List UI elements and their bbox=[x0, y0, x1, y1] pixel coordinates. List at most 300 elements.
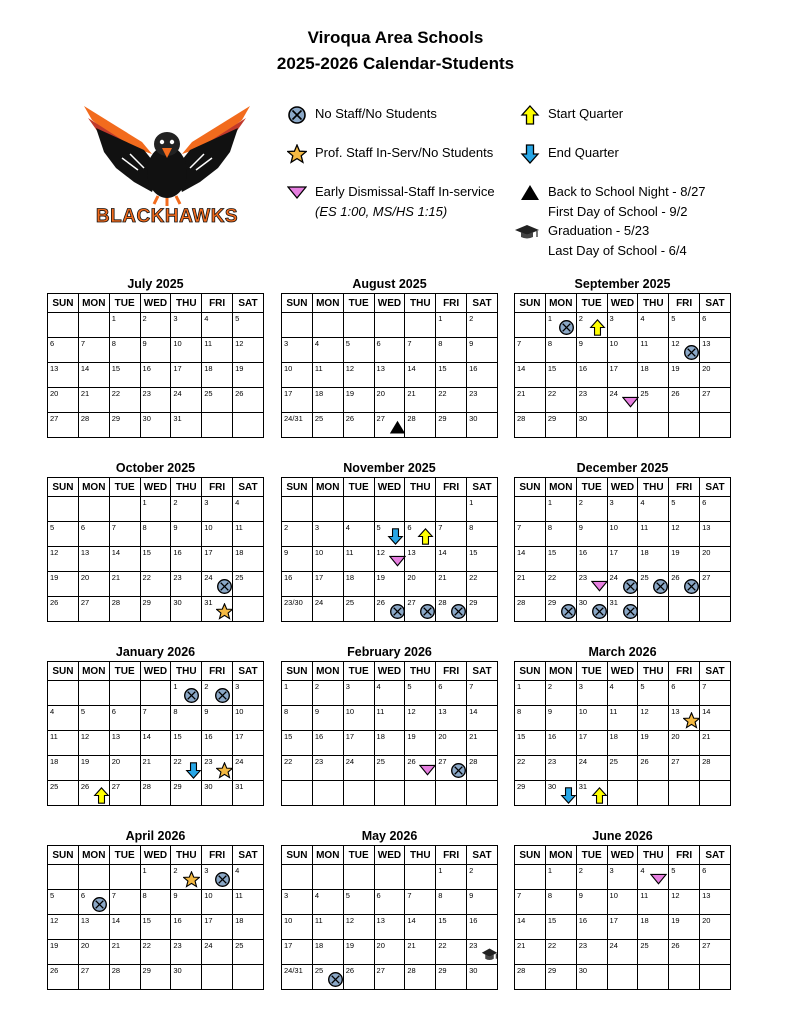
day-number: 23 bbox=[173, 573, 182, 582]
day-number: 9 bbox=[547, 707, 553, 716]
day-number: 30 bbox=[204, 782, 213, 791]
day-number: 13 bbox=[407, 548, 416, 557]
weekday-header: THU bbox=[638, 846, 669, 865]
day-number: 26 bbox=[671, 941, 680, 950]
day-number: 17 bbox=[284, 941, 293, 950]
day-cell bbox=[282, 940, 313, 965]
empty-day-cell bbox=[669, 597, 700, 622]
day-cell bbox=[545, 706, 576, 731]
day-cell bbox=[202, 522, 233, 547]
day-number: 12 bbox=[345, 916, 355, 925]
weekday-header: MON bbox=[312, 478, 343, 497]
day-number: 8 bbox=[469, 523, 474, 532]
weekday-header: TUE bbox=[109, 846, 140, 865]
day-cell bbox=[467, 915, 498, 940]
day-number: 27 bbox=[376, 966, 385, 975]
day-cell bbox=[48, 572, 79, 597]
day-cell bbox=[343, 363, 374, 388]
day-cell bbox=[700, 363, 731, 388]
triangle-down-icon bbox=[419, 762, 436, 779]
day-cell bbox=[374, 597, 405, 622]
day-cell bbox=[638, 915, 669, 940]
empty-day-cell bbox=[405, 313, 436, 338]
day-cell bbox=[171, 338, 202, 363]
day-cell bbox=[467, 363, 498, 388]
day-number: 2 bbox=[578, 866, 583, 875]
day-number: 10 bbox=[578, 707, 588, 716]
day-cell bbox=[545, 522, 576, 547]
day-cell bbox=[467, 388, 498, 413]
empty-day-cell bbox=[374, 497, 405, 522]
day-number: 5 bbox=[407, 682, 412, 691]
day-cell bbox=[436, 940, 467, 965]
day-cell bbox=[405, 681, 436, 706]
empty-day-cell bbox=[405, 497, 436, 522]
day-number: 7 bbox=[142, 707, 147, 716]
empty-day-cell bbox=[467, 781, 498, 806]
day-cell bbox=[78, 338, 109, 363]
weekday-header: FRI bbox=[436, 294, 467, 313]
day-number: 2 bbox=[469, 314, 474, 323]
day-number: 5 bbox=[345, 339, 350, 348]
day-number: 28 bbox=[517, 414, 526, 423]
day-number: 1 bbox=[517, 682, 522, 691]
day-cell bbox=[202, 865, 233, 890]
day-cell bbox=[140, 522, 171, 547]
day-number: 11 bbox=[314, 364, 323, 373]
day-number: 14 bbox=[517, 364, 526, 373]
day-number: 20 bbox=[407, 573, 416, 582]
day-cell bbox=[343, 915, 374, 940]
day-number: 19 bbox=[407, 732, 416, 741]
day-cell bbox=[436, 915, 467, 940]
day-cell bbox=[669, 388, 700, 413]
day-number: 9 bbox=[142, 339, 147, 348]
day-cell bbox=[171, 781, 202, 806]
day-cell bbox=[669, 756, 700, 781]
day-number: 4 bbox=[640, 314, 645, 323]
day-number: 17 bbox=[314, 573, 324, 582]
weekday-header: TUE bbox=[109, 662, 140, 681]
day-cell bbox=[48, 756, 79, 781]
day-cell bbox=[78, 572, 109, 597]
day-cell bbox=[515, 413, 546, 438]
day-cell bbox=[109, 965, 140, 990]
day-cell bbox=[282, 965, 313, 990]
day-number: 19 bbox=[345, 389, 355, 398]
weekday-header: MON bbox=[78, 478, 109, 497]
day-cell bbox=[233, 497, 264, 522]
month-title: August 2025 bbox=[352, 277, 427, 291]
weekday-header: SUN bbox=[282, 478, 313, 497]
day-cell bbox=[669, 313, 700, 338]
month-title: December 2025 bbox=[576, 461, 669, 475]
day-cell bbox=[405, 363, 436, 388]
day-cell bbox=[436, 313, 467, 338]
weekday-header: MON bbox=[78, 846, 109, 865]
day-cell bbox=[171, 865, 202, 890]
day-number: 12 bbox=[640, 707, 649, 716]
day-cell bbox=[405, 731, 436, 756]
day-cell bbox=[109, 413, 140, 438]
day-number: 3 bbox=[284, 339, 289, 348]
day-number: 17 bbox=[345, 732, 355, 741]
weekday-header: TUE bbox=[109, 294, 140, 313]
triangle-down-icon bbox=[389, 553, 406, 570]
day-cell bbox=[405, 915, 436, 940]
weekday-header: THU bbox=[171, 662, 202, 681]
day-cell bbox=[171, 413, 202, 438]
month-grid bbox=[514, 477, 731, 622]
day-cell bbox=[140, 313, 171, 338]
empty-day-cell bbox=[282, 313, 313, 338]
day-number: 23 bbox=[314, 757, 324, 766]
day-number: 16 bbox=[173, 548, 182, 557]
day-cell bbox=[405, 522, 436, 547]
day-cell bbox=[233, 756, 264, 781]
weekday-header: SAT bbox=[233, 294, 264, 313]
day-cell bbox=[576, 940, 607, 965]
day-number: 23 bbox=[142, 389, 151, 398]
day-number: 19 bbox=[671, 364, 680, 373]
day-cell bbox=[171, 522, 202, 547]
day-number: 20 bbox=[438, 732, 447, 741]
day-cell bbox=[405, 965, 436, 990]
day-number: 26 bbox=[80, 782, 90, 791]
empty-day-cell bbox=[669, 965, 700, 990]
weekday-header: THU bbox=[171, 478, 202, 497]
day-number: 8 bbox=[438, 891, 443, 900]
day-number: 6 bbox=[376, 891, 381, 900]
day-number: 2 bbox=[578, 314, 583, 323]
day-number: 5 bbox=[671, 866, 676, 875]
day-cell bbox=[515, 522, 546, 547]
hawk-logo bbox=[82, 98, 252, 226]
day-cell bbox=[282, 597, 313, 622]
day-cell bbox=[638, 940, 669, 965]
day-number: 12 bbox=[407, 707, 416, 716]
day-number: 25 bbox=[345, 598, 355, 607]
day-cell bbox=[467, 313, 498, 338]
day-cell bbox=[109, 756, 140, 781]
day-cell bbox=[312, 363, 343, 388]
day-number: 29 bbox=[142, 966, 151, 975]
day-cell bbox=[467, 890, 498, 915]
day-cell bbox=[638, 706, 669, 731]
day-cell bbox=[48, 731, 79, 756]
day-number: 18 bbox=[640, 916, 649, 925]
day-number: 20 bbox=[111, 757, 121, 766]
day-number: 8 bbox=[173, 707, 178, 716]
day-cell bbox=[140, 363, 171, 388]
day-cell bbox=[467, 547, 498, 572]
weekday-header: SUN bbox=[48, 294, 79, 313]
weekday-header: MON bbox=[78, 294, 109, 313]
day-cell bbox=[545, 890, 576, 915]
day-cell bbox=[669, 547, 700, 572]
day-cell bbox=[48, 413, 79, 438]
empty-day-cell bbox=[638, 781, 669, 806]
school-name: Viroqua Area Schools bbox=[307, 28, 484, 47]
month-title: March 2026 bbox=[588, 645, 657, 659]
day-cell bbox=[312, 706, 343, 731]
weekday-header: WED bbox=[140, 846, 171, 865]
day-cell bbox=[78, 756, 109, 781]
day-cell bbox=[343, 940, 374, 965]
weekday-header: SAT bbox=[700, 846, 731, 865]
day-cell bbox=[545, 756, 576, 781]
day-number: 25 bbox=[235, 941, 244, 950]
day-cell bbox=[48, 890, 79, 915]
day-number: 1 bbox=[469, 498, 474, 507]
day-number: 12 bbox=[235, 339, 244, 348]
day-cell bbox=[607, 756, 638, 781]
day-cell bbox=[140, 547, 171, 572]
day-cell bbox=[374, 890, 405, 915]
day-cell bbox=[515, 915, 546, 940]
day-cell bbox=[140, 940, 171, 965]
day-number: 28 bbox=[407, 414, 416, 423]
empty-day-cell bbox=[638, 965, 669, 990]
empty-day-cell bbox=[282, 781, 313, 806]
day-cell bbox=[545, 915, 576, 940]
day-number: 24 bbox=[173, 389, 182, 398]
day-number: 15 bbox=[547, 916, 557, 925]
empty-day-cell bbox=[607, 781, 638, 806]
day-cell bbox=[312, 413, 343, 438]
day-number: 24 bbox=[609, 941, 618, 950]
day-cell bbox=[607, 890, 638, 915]
month-march-2026 bbox=[514, 643, 731, 806]
day-number: 25 bbox=[204, 389, 213, 398]
day-number: 4 bbox=[314, 339, 320, 348]
day-number: 1 bbox=[142, 498, 147, 507]
day-number: 4 bbox=[345, 523, 350, 532]
day-number: 20 bbox=[376, 941, 385, 950]
weekday-header: SUN bbox=[48, 662, 79, 681]
day-number: 7 bbox=[469, 682, 474, 691]
day-number: 20 bbox=[376, 389, 385, 398]
empty-day-cell bbox=[312, 865, 343, 890]
day-cell bbox=[545, 965, 576, 990]
day-number: 9 bbox=[173, 523, 178, 532]
day-cell bbox=[638, 363, 669, 388]
month-november-2025 bbox=[281, 459, 498, 622]
weekday-header: THU bbox=[638, 478, 669, 497]
weekday-header: MON bbox=[312, 846, 343, 865]
day-cell bbox=[171, 756, 202, 781]
month-june-2026 bbox=[514, 827, 731, 990]
day-number: 27 bbox=[702, 389, 711, 398]
day-cell bbox=[700, 388, 731, 413]
day-cell bbox=[576, 338, 607, 363]
day-cell bbox=[576, 313, 607, 338]
day-number: 10 bbox=[235, 707, 244, 716]
day-number: 7 bbox=[517, 891, 522, 900]
day-cell bbox=[515, 388, 546, 413]
month-grid bbox=[514, 661, 731, 806]
day-cell bbox=[140, 731, 171, 756]
day-cell bbox=[171, 681, 202, 706]
day-cell bbox=[312, 965, 343, 990]
day-number: 13 bbox=[702, 339, 711, 348]
day-number: 26 bbox=[50, 598, 59, 607]
day-cell bbox=[312, 338, 343, 363]
day-number: 16 bbox=[142, 364, 151, 373]
day-number: 5 bbox=[345, 891, 350, 900]
legend-start-quarter-label: Start Quarter bbox=[548, 106, 624, 121]
weekday-header: FRI bbox=[669, 662, 700, 681]
day-number: 24/31 bbox=[284, 414, 303, 423]
weekday-header: WED bbox=[607, 662, 638, 681]
day-number: 9 bbox=[578, 891, 583, 900]
day-number: 19 bbox=[345, 941, 355, 950]
day-cell bbox=[700, 865, 731, 890]
weekday-header: SAT bbox=[233, 846, 264, 865]
day-cell bbox=[282, 547, 313, 572]
day-number: 18 bbox=[609, 732, 618, 741]
triangle-down-icon bbox=[650, 871, 667, 888]
day-number: 25 bbox=[376, 757, 385, 766]
day-cell bbox=[202, 497, 233, 522]
month-title: April 2026 bbox=[125, 829, 186, 843]
weekday-header: WED bbox=[607, 846, 638, 865]
day-cell bbox=[374, 681, 405, 706]
day-number: 22 bbox=[517, 757, 526, 766]
weekday-header: TUE bbox=[343, 478, 374, 497]
day-number: 7 bbox=[702, 682, 707, 691]
empty-day-cell bbox=[700, 781, 731, 806]
month-title: January 2026 bbox=[115, 645, 196, 659]
day-number: 14 bbox=[407, 916, 416, 925]
day-cell bbox=[607, 706, 638, 731]
no-staff-icon bbox=[216, 578, 233, 595]
empty-day-cell bbox=[700, 597, 731, 622]
day-number: 27 bbox=[702, 573, 711, 582]
weekday-header: SAT bbox=[233, 662, 264, 681]
day-cell bbox=[171, 915, 202, 940]
day-cell bbox=[700, 756, 731, 781]
day-number: 20 bbox=[50, 389, 59, 398]
day-cell bbox=[140, 413, 171, 438]
day-number: 29 bbox=[173, 782, 182, 791]
day-number: 20 bbox=[702, 916, 711, 925]
weekday-header: WED bbox=[140, 478, 171, 497]
day-number: 11 bbox=[345, 548, 354, 557]
day-number: 30 bbox=[469, 414, 478, 423]
weekday-header: SUN bbox=[48, 478, 79, 497]
day-number: 30 bbox=[142, 414, 151, 423]
day-cell bbox=[343, 756, 374, 781]
weekday-header: THU bbox=[171, 846, 202, 865]
weekday-header: SUN bbox=[515, 846, 546, 865]
day-number: 21 bbox=[702, 732, 711, 741]
day-number: 12 bbox=[345, 364, 355, 373]
weekday-header: FRI bbox=[202, 662, 233, 681]
day-number: 22 bbox=[547, 389, 557, 398]
empty-day-cell bbox=[233, 965, 264, 990]
empty-day-cell bbox=[343, 781, 374, 806]
month-title: February 2026 bbox=[347, 645, 432, 659]
empty-day-cell bbox=[405, 865, 436, 890]
day-cell bbox=[202, 547, 233, 572]
day-cell bbox=[233, 940, 264, 965]
day-number: 16 bbox=[547, 732, 557, 741]
day-number: 27 bbox=[407, 598, 416, 607]
empty-day-cell bbox=[405, 781, 436, 806]
day-number: 29 bbox=[438, 966, 447, 975]
weekday-header: FRI bbox=[669, 846, 700, 865]
day-number: 27 bbox=[111, 782, 121, 791]
weekday-header: TUE bbox=[576, 662, 607, 681]
calendar-title: 2025-2026 Calendar-Students bbox=[276, 54, 515, 73]
day-number: 13 bbox=[671, 707, 680, 716]
day-cell bbox=[545, 940, 576, 965]
day-cell bbox=[467, 597, 498, 622]
day-cell bbox=[405, 890, 436, 915]
day-cell bbox=[202, 756, 233, 781]
day-cell bbox=[700, 522, 731, 547]
day-number: 8 bbox=[547, 523, 553, 532]
day-cell bbox=[669, 940, 700, 965]
day-cell bbox=[109, 572, 140, 597]
day-number: 15 bbox=[438, 916, 447, 925]
day-number: 1 bbox=[438, 314, 443, 323]
day-number: 24 bbox=[204, 941, 213, 950]
day-cell bbox=[109, 915, 140, 940]
day-number: 14 bbox=[111, 916, 121, 925]
weekday-header: SAT bbox=[700, 294, 731, 313]
day-cell bbox=[515, 890, 546, 915]
day-number: 10 bbox=[609, 523, 618, 532]
day-cell bbox=[312, 522, 343, 547]
day-number: 23 bbox=[469, 389, 478, 398]
day-cell bbox=[607, 731, 638, 756]
day-cell bbox=[343, 965, 374, 990]
weekday-header: WED bbox=[374, 294, 405, 313]
day-cell bbox=[171, 597, 202, 622]
day-number: 4 bbox=[609, 682, 614, 691]
empty-day-cell bbox=[78, 497, 109, 522]
day-cell bbox=[140, 572, 171, 597]
day-number: 6 bbox=[376, 339, 381, 348]
month-grid bbox=[47, 845, 264, 990]
day-cell bbox=[233, 890, 264, 915]
month-grid bbox=[281, 477, 498, 622]
day-number: 13 bbox=[80, 916, 90, 925]
day-cell bbox=[576, 363, 607, 388]
day-number: 6 bbox=[671, 682, 676, 691]
day-cell bbox=[343, 890, 374, 915]
day-cell bbox=[515, 756, 546, 781]
day-cell bbox=[171, 547, 202, 572]
day-cell bbox=[436, 756, 467, 781]
day-cell bbox=[467, 865, 498, 890]
weekday-header: MON bbox=[545, 478, 576, 497]
day-cell bbox=[669, 681, 700, 706]
day-number: 6 bbox=[80, 891, 86, 900]
day-number: 21 bbox=[80, 389, 90, 398]
empty-day-cell bbox=[109, 865, 140, 890]
day-cell bbox=[171, 731, 202, 756]
day-number: 14 bbox=[438, 548, 447, 557]
day-cell bbox=[282, 413, 313, 438]
weekday-header: THU bbox=[171, 294, 202, 313]
day-number: 25 bbox=[235, 573, 244, 582]
day-number: 28 bbox=[517, 598, 526, 607]
weekday-header: TUE bbox=[343, 294, 374, 313]
day-cell bbox=[700, 681, 731, 706]
